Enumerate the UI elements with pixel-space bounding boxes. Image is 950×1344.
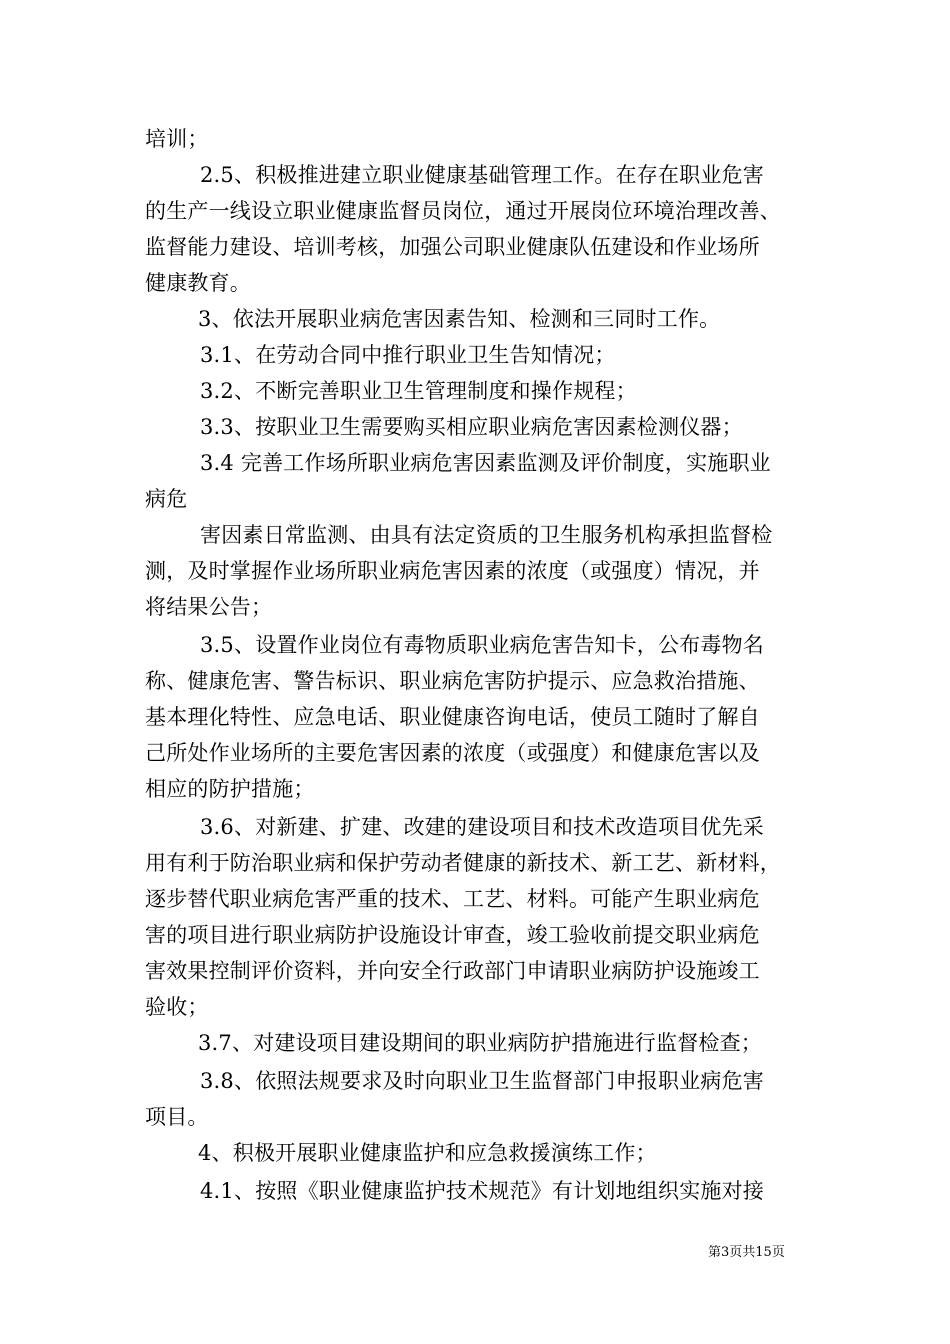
text-line-21: 用有利于防治职业病和保护劳动者健康的新技术、新工艺、新材料，: [145, 851, 781, 875]
text-line-17: 基本理化特性、应急电话、职业健康咨询电话，使员工随时了解自: [145, 705, 760, 729]
text-line-7: 3.1、在劳动合同中推行职业卫生告知情况；: [200, 343, 616, 367]
text-line-25: 验收；: [145, 995, 209, 1019]
text-line-30: 4.1、按照《职业健康监护技术规范》有计划地组织实施对接: [200, 1179, 764, 1203]
text-line-5: 健康教育。: [145, 271, 251, 295]
text-line-9: 3.3、按职业卫生需要购买相应职业病危害因素检测仪器；: [200, 415, 743, 439]
text-line-24: 害效果控制评价资料，并向安全行政部门申请职业病防护设施竣工: [145, 959, 760, 983]
text-line-15: 3.5、设置作业岗位有毒物质职业病危害告知卡，公布毒物名: [200, 633, 764, 657]
text-line-28: 项目。: [145, 1105, 209, 1129]
text-line-23: 害的项目进行职业病防护设施设计审查，竣工验收前提交职业病危: [145, 923, 760, 947]
text-line-22: 逐步替代职业病危害严重的技术、工艺、材料。可能产生职业病危: [145, 887, 760, 911]
text-line-29: 4、积极开展职业健康监护和应急救援演练工作；: [198, 1141, 657, 1165]
text-line-2: 2.5、积极推进建立职业健康基础管理工作。在存在职业危害: [200, 163, 764, 187]
text-line-14: 将结果公告；: [145, 595, 273, 619]
text-line-10: 3.4 完善工作场所职业病危害因素监测及评价制度，实施职业: [200, 451, 771, 475]
text-line-20: 3.6、对新建、扩建、改建的建设项目和技术改造项目优先采: [200, 815, 764, 839]
text-line-3: 的生产一线设立职业健康监督员岗位，通过开展岗位环境治理改善、: [145, 199, 781, 223]
text-line-12: 害因素日常监测、由具有法定资质的卫生服务机构承担监督检: [200, 523, 773, 547]
text-line-4: 监督能力建设、培训考核，加强公司职业健康队伍建设和作业场所: [145, 235, 760, 259]
text-line-1: 培训；: [145, 127, 209, 151]
text-line-19: 相应的防护措施；: [145, 777, 315, 801]
text-line-6: 3、依法开展职业病危害因素告知、检测和三同时工作。: [198, 307, 721, 331]
text-line-18: 己所处作业场所的主要危害因素的浓度（或强度）和健康危害以及: [145, 741, 760, 765]
page-number-footer: 第3页共15页: [708, 1245, 785, 1260]
text-line-11: 病危: [145, 487, 188, 511]
text-line-8: 3.2、不断完善职业卫生管理制度和操作规程；: [200, 379, 637, 403]
text-line-13: 测，及时掌握作业场所职业病危害因素的浓度（或强度）情况，并: [145, 559, 760, 583]
text-line-27: 3.8、依照法规要求及时向职业卫生监督部门申报职业病危害: [200, 1069, 764, 1093]
text-line-16: 称、健康危害、警告标识、职业病危害防护提示、应急救治措施、: [145, 669, 760, 693]
text-line-26: 3.7、对建设项目建设期间的职业病防护措施进行监督检查；: [198, 1031, 762, 1055]
